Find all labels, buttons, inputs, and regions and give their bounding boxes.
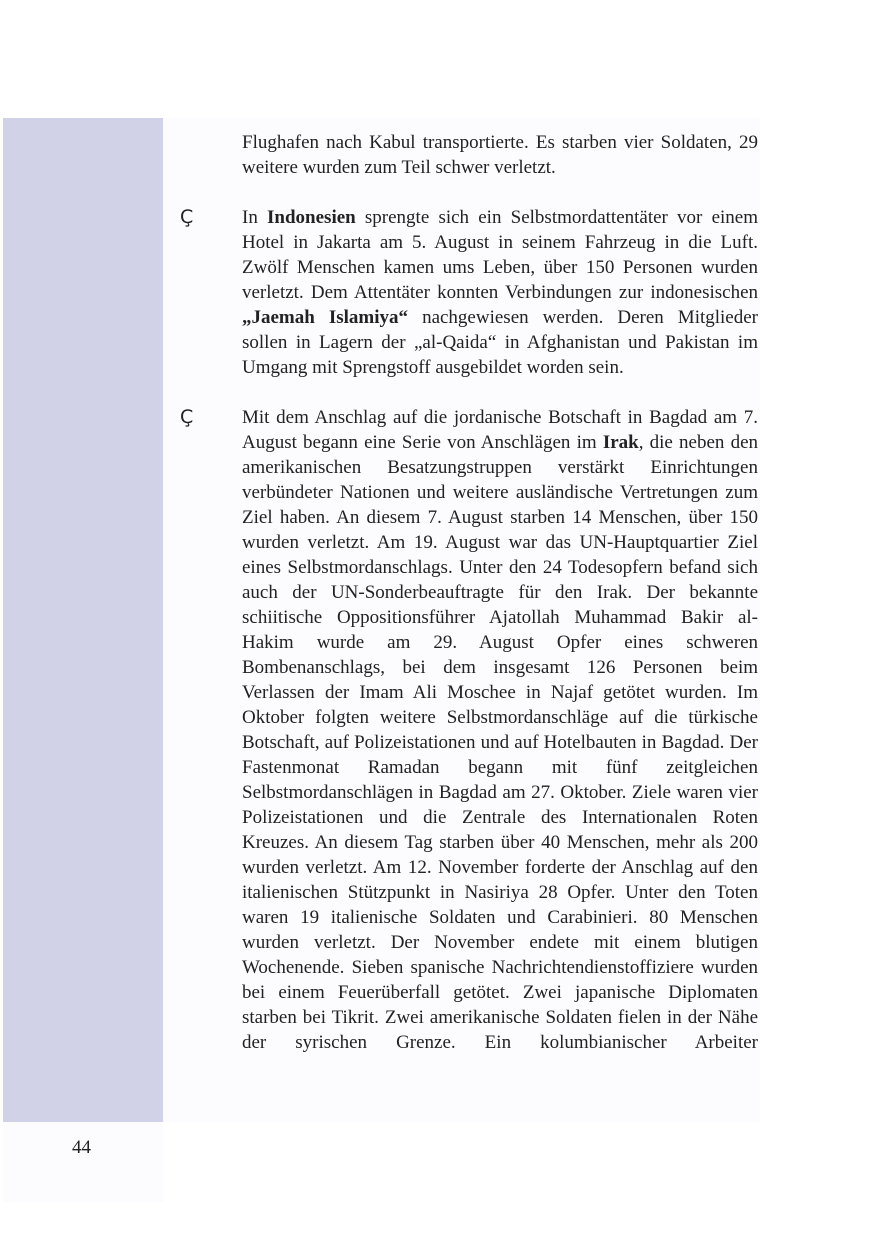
bold-term: Irak	[602, 432, 639, 453]
main-content	[180, 130, 758, 1055]
page-number: 44	[72, 1137, 91, 1158]
bullet-item-indonesien	[180, 205, 758, 380]
footer-box	[3, 1122, 163, 1202]
paragraph-text: sprengte sich ein Selbstmordattentäter vor einem Hotel in Jakarta am 5. August in seinem Fahrzeug in die Luft. Zwölf Menschen kamen ums Leben, über 150 Personen wurden verletzt. Dem Attentäter konnten Verbindungen zur indonesischen	[242, 207, 758, 303]
paragraph-text: Mit dem Anschlag auf die jordanische Botschaft in Bagdad am 7. August begann eine Serie von Anschlägen im	[242, 407, 758, 453]
paragraph-text: In	[242, 207, 268, 228]
bullet-icon: Ç	[180, 406, 194, 428]
sidebar-band	[3, 118, 163, 1122]
paragraph-text: , die neben den amerikanischen Besatzungstruppen verstärkt Einrichtungen verbündeter Nationen und weitere ausländische Vertretungen zum Ziel haben. An diesem 7. August starben 14 Menschen, über 150 wurden verletzt. Am 19. August war das UN-Hauptquartier Ziel eines Selbstmordanschlags. Unter den 24 Todesopfern befand sich auch der UN-Sonderbeauftragte für den Irak. Der bekannte schiitische Oppositionsführer Ajatollah Muhammad Bakir al-Hakim wurde am 29. August Opfer eines schweren Bombenanschlags, bei dem insgesamt 126 Personen beim Verlassen der Imam Ali Moschee in Najaf getötet wurden. Im Oktober folgten weitere Selbstmordanschläge auf die türkische Botschaft, auf Polizeistationen und auf Hotelbauten in Bagdad. Der Fastenmonat Ramadan begann mit fünf zeitgleichen Selbstmordanschlägen in Bagdad am 27. Oktober. Ziele waren vier Polizeistationen und die Zentrale des Internationalen Roten Kreuzes. An diesem Tag starben über 40 Menschen, mehr als 200 wurden verletzt. Am 12. November forderte der Anschlag auf den italienischen Stützpunkt in Nasiriya 28 Opfer. Unter den Toten waren 19 italienische Soldaten und Carabinieri. 80 Menschen wurden verletzt. Der November endete mit einem blutigen Wochenende. Sieben spanische Nachrichtendienstoffiziere wurden bei einem Feuerüberfall getötet. Zwei japanische Diplomaten starben bei Tikrit. Zwei amerikanische Soldaten fielen in der Nähe der syrischen Grenze. Ein kolumbianischer Arbeiter	[242, 432, 758, 1053]
paragraph-continuation	[180, 130, 758, 180]
paragraph-text: Flughafen nach Kabul transportierte. Es starben vier Soldaten, 29 weitere wurden zum Teil schwer verletzt.	[242, 132, 758, 178]
bold-term: Indonesien	[267, 207, 356, 228]
paragraph-text: nachgewiesen werden. Deren Mitglieder sollen in Lagern der „al-Qaida“ in Afghanistan und Pakistan im Umgang mit Sprengstoff ausgebildet worden sein.	[242, 307, 758, 378]
bullet-icon: Ç	[180, 206, 194, 228]
bullet-item-irak	[180, 405, 758, 1055]
bold-term: „Jaemah Islamiya“	[242, 307, 409, 328]
